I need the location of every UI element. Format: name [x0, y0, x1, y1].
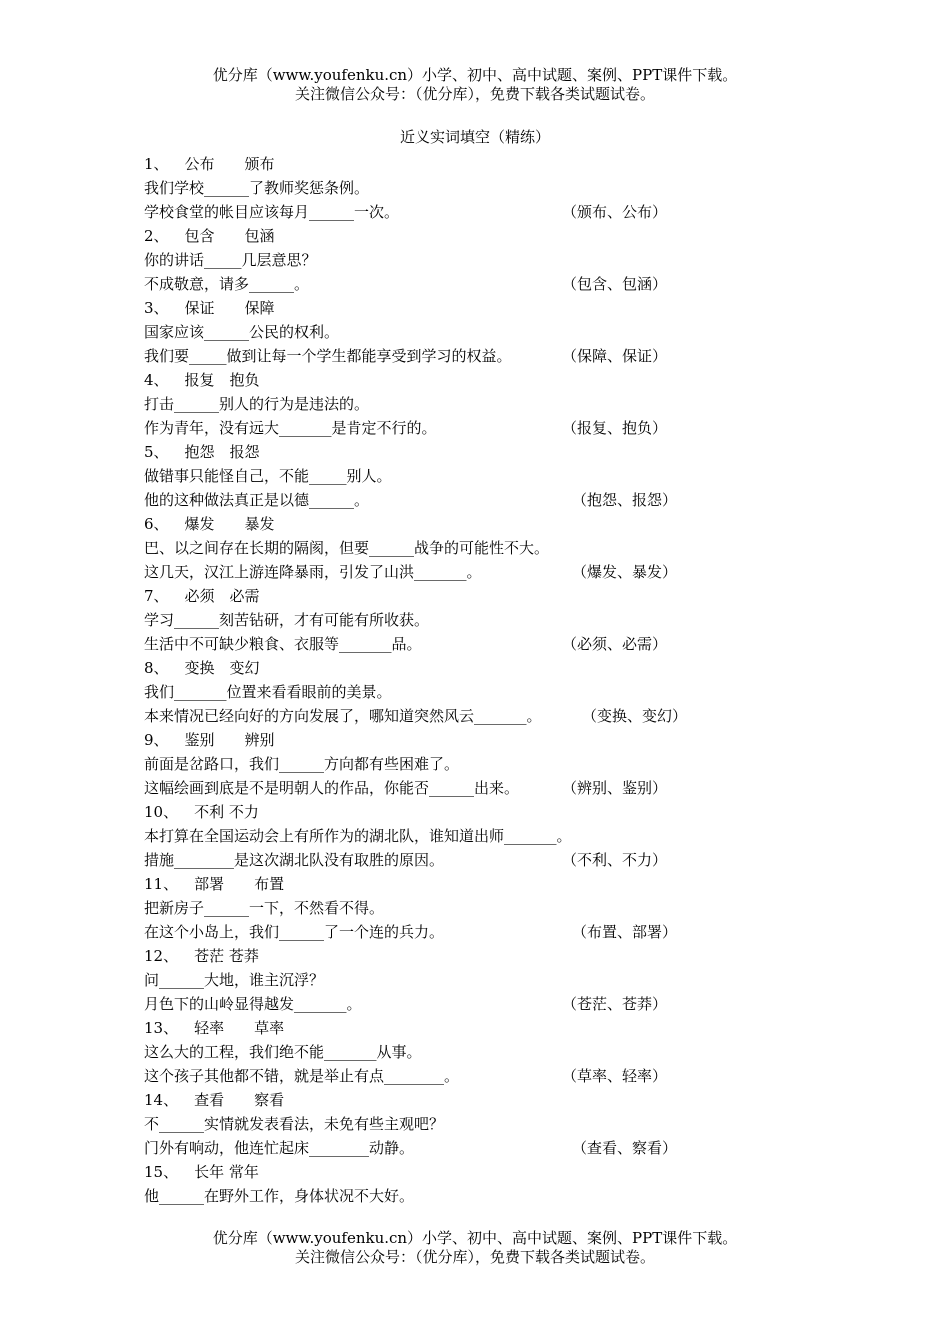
question-heading — [144, 368, 744, 392]
sentence-2-row — [144, 632, 744, 656]
question-heading — [144, 728, 744, 752]
sentence-1: 打击______别人的行为是违法的。 — [144, 395, 370, 413]
sentence-1: 国家应该______公民的权利。 — [144, 323, 340, 341]
answer-key: （必须、必需） — [562, 635, 668, 653]
sentence-2: 这幅绘画到底是不是明朝人的作品，你能否______出来。 — [144, 779, 520, 797]
sentence-1: 学习______刻苦钻研，才有可能有所收获。 — [144, 611, 430, 629]
question-heading — [144, 1088, 744, 1112]
word-pair: 部署 布置 — [194, 875, 285, 893]
answer-key: （包含、包涵） — [562, 275, 668, 293]
sentence-2: 不成敬意，请多______。 — [144, 275, 310, 293]
sentence-2-row — [144, 992, 744, 1016]
sentence-2-row — [144, 920, 744, 944]
sentence-2: 这个孩子其他都不错，就是举止有点________。 — [144, 1067, 460, 1085]
sentence-2: 本来情况已经向好的方向发展了，哪知道突然风云_______。 — [144, 707, 542, 725]
sentence-2: 措施________是这次湖北队没有取胜的原因。 — [144, 851, 445, 869]
question-number: 15、 — [144, 1163, 179, 1181]
sentence-2: 门外有响动，他连忙起床________动静。 — [144, 1139, 415, 1157]
answer-key: （草率、轻率） — [562, 1067, 668, 1085]
question-number: 1、 — [144, 155, 169, 173]
answer-key: （保障、保证） — [562, 347, 668, 365]
sentence-2: 学校食堂的帐目应该每月______一次。 — [144, 203, 400, 221]
question-heading — [144, 1160, 744, 1184]
answer-key: （颁布、公布） — [562, 203, 668, 221]
question-number: 9、 — [144, 731, 169, 749]
question-number: 8、 — [144, 659, 169, 677]
word-pair: 苍茫 苍莽 — [194, 947, 259, 965]
footer-line-1: 优分库（www.youfenku.cn）小学、初中、高中试题、案例、PPT课件下载。 — [212, 1229, 738, 1247]
question-number: 6、 — [144, 515, 169, 533]
word-pair: 鉴别 辨别 — [184, 731, 275, 749]
sentence-1: 你的讲话_____几层意思？ — [144, 251, 317, 269]
word-pair: 爆发 暴发 — [184, 515, 275, 533]
sentence-2-row — [144, 848, 744, 872]
sentence-2: 月色下的山岭显得越发_______。 — [144, 995, 362, 1013]
header-line-1: 优分库（www.youfenku.cn）小学、初中、高中试题、案例、PPT课件下载。 — [212, 66, 738, 84]
question-heading — [144, 440, 744, 464]
question-number: 5、 — [144, 443, 169, 461]
sentence-2: 生活中不可缺少粮食、衣服等_______品。 — [144, 635, 422, 653]
question-number: 3、 — [144, 299, 169, 317]
sentence-2: 这几天，汉江上游连降暴雨，引发了山洪_______。 — [144, 563, 482, 581]
answer-key: （苍茫、苍莽） — [562, 995, 668, 1013]
sentence-2-row — [144, 1064, 744, 1088]
answer-key: （抱怨、报怨） — [572, 491, 678, 509]
sentence-1: 本打算在全国运动会上有所作为的湖北队，谁知道出师_______。 — [144, 827, 572, 845]
sentence-2-row — [144, 416, 744, 440]
question-number: 14、 — [144, 1091, 179, 1109]
word-pair: 抱怨 报怨 — [184, 443, 260, 461]
answer-key: （爆发、暴发） — [572, 563, 678, 581]
sentence-1: 前面是岔路口，我们______方向都有些困难了。 — [144, 755, 460, 773]
sentence-1: 我们_______位置来看看眼前的美景。 — [144, 683, 392, 701]
word-pair: 包含 包涵 — [184, 227, 275, 245]
sentence-2-row — [144, 560, 744, 584]
answer-key: （布置、部署） — [572, 923, 678, 941]
answer-key: （辨别、鉴别） — [562, 779, 668, 797]
answer-key: （不利、不力） — [562, 851, 668, 869]
sentence-2: 他的这种做法真正是以德______。 — [144, 491, 370, 509]
sentence-2: 在这个小岛上，我们______了一个连的兵力。 — [144, 923, 445, 941]
sentence-1: 做错事只能怪自己，不能_____别人。 — [144, 467, 392, 485]
question-number: 11、 — [144, 875, 179, 893]
sentence-2: 我们要_____做到让每一个学生都能享受到学习的权益。 — [144, 347, 512, 365]
header-line-2: 关注微信公众号：（优分库），免费下载各类试题试卷。 — [294, 85, 655, 103]
exercise-list — [144, 152, 744, 1208]
sentence-1: 不______实情就发表看法，未免有些主观吧？ — [144, 1115, 445, 1133]
word-pair: 长年 常年 — [194, 1163, 259, 1181]
question-heading — [144, 656, 744, 680]
sentence-1: 他______在野外工作，身体状况不大好。 — [144, 1187, 415, 1205]
sentence-1: 这么大的工程，我们绝不能_______从事。 — [144, 1043, 422, 1061]
question-number: 4、 — [144, 371, 169, 389]
question-heading — [144, 800, 744, 824]
sentence-2: 作为青年，没有远大_______是肯定不行的。 — [144, 419, 437, 437]
sentence-2-row — [144, 776, 744, 800]
sentence-2-row — [144, 704, 744, 728]
sentence-1: 我们学校______了教师奖惩条例。 — [144, 179, 370, 197]
answer-key: （报复、抱负） — [562, 419, 668, 437]
question-heading — [144, 512, 744, 536]
word-pair: 变换 变幻 — [184, 659, 260, 677]
word-pair: 保证 保障 — [184, 299, 275, 317]
answer-key: （变换、变幻） — [582, 707, 688, 725]
question-number: 7、 — [144, 587, 169, 605]
sentence-2-row — [144, 488, 744, 512]
sentence-2-row — [144, 1136, 744, 1160]
question-number: 10、 — [144, 803, 179, 821]
word-pair: 公布 颁布 — [184, 155, 275, 173]
word-pair: 查看 察看 — [194, 1091, 285, 1109]
question-heading — [144, 1016, 744, 1040]
question-number: 2、 — [144, 227, 169, 245]
question-heading — [144, 872, 744, 896]
question-heading — [144, 944, 744, 968]
word-pair: 不利 不力 — [194, 803, 259, 821]
answer-key: （查看、察看） — [572, 1139, 678, 1157]
question-number: 13、 — [144, 1019, 179, 1037]
sentence-2-row — [144, 344, 744, 368]
word-pair: 报复 抱负 — [184, 371, 260, 389]
sentence-1: 巴、以之间存在长期的隔阂，但要______战争的可能性不大。 — [144, 539, 550, 557]
question-number: 12、 — [144, 947, 179, 965]
word-pair: 轻率 草率 — [194, 1019, 285, 1037]
sentence-1: 问______大地，谁主沉浮？ — [144, 971, 325, 989]
footer-line-2: 关注微信公众号：（优分库），免费下载各类试题试卷。 — [294, 1248, 655, 1266]
page-title: 近义实词填空（精练） — [399, 128, 550, 146]
sentence-2-row — [144, 272, 744, 296]
question-heading — [144, 152, 744, 176]
question-heading — [144, 224, 744, 248]
question-heading — [144, 296, 744, 320]
question-heading — [144, 584, 744, 608]
word-pair: 必须 必需 — [184, 587, 260, 605]
sentence-1: 把新房子______一下，不然看不得。 — [144, 899, 385, 917]
sentence-2-row — [144, 200, 744, 224]
